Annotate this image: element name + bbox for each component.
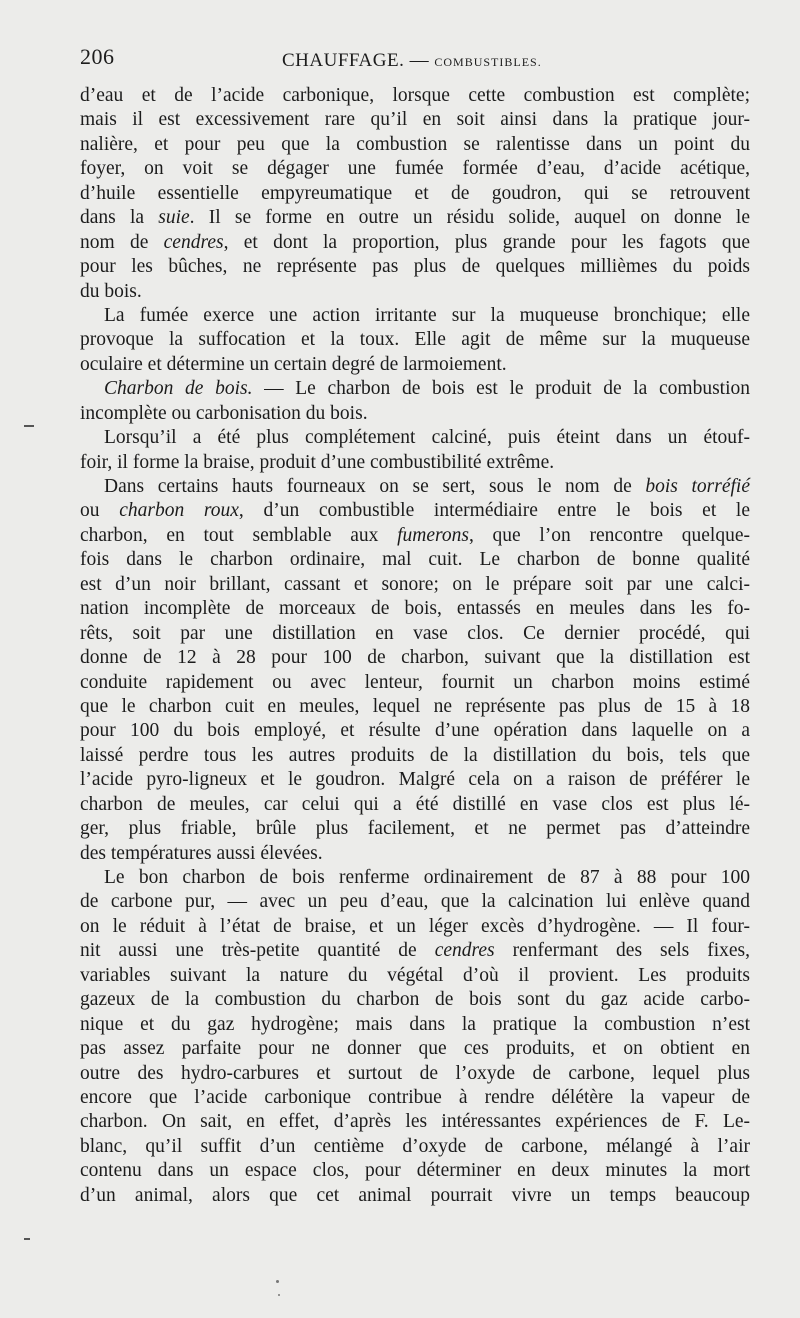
text-line: nom de cendres, et dont la proportion, plus grande pour les fagots que — [80, 231, 750, 253]
margin-mark — [24, 1238, 30, 1240]
text-line: d’huile essentielle empyreumatique et de goudron, qui se retrouvent — [80, 182, 750, 204]
text-line: encore que l’acide carbonique contribue à rendre délétère la vapeur de — [80, 1086, 750, 1108]
title-dash: — — [409, 50, 430, 71]
text-line: conduite rapidement ou avec lenteur, fournit un charbon moins estimé — [80, 671, 750, 693]
text-line: on le réduit à l’état de braise, et un léger excès d’hydrogène. — Il four- — [80, 915, 750, 937]
text-line: outre des hydro-carbures et surtout de l’oxyde de carbone, lequel plus — [80, 1062, 750, 1084]
margin-mark — [24, 425, 34, 427]
text-line: gazeux de la combustion du charbon de bois sont du gaz acide carbo- — [80, 989, 750, 1011]
text-line: du bois. — [80, 280, 142, 302]
text-line: charbon de meules, car celui qui a été distillé en vase clos est plus lé- — [80, 793, 750, 815]
text-line: de carbone pur, — avec un peu d’eau, que la calcination lui enlève quand — [80, 891, 750, 913]
text-line: des températures aussi élevées. — [80, 842, 323, 864]
text-line: pour les bûches, ne représente pas plus de quelques millièmes du poids — [80, 256, 750, 278]
text-line: oculaire et détermine un certain degré de larmoiement. — [80, 353, 507, 375]
running-title — [282, 50, 542, 72]
text-line: d’un animal, alors que cet animal pourrait vivre un temps beaucoup — [80, 1184, 750, 1206]
text-line: blanc, qu’il suffit d’un centième d’oxyde de carbone, mélangé à l’air — [80, 1135, 750, 1157]
text-line: Charbon de bois. — Le charbon de bois est le produit de la combustion — [104, 378, 750, 400]
running-header — [80, 44, 750, 76]
paper-speck — [278, 1294, 280, 1296]
body-text — [80, 84, 750, 1208]
text-line: donne de 12 à 28 pour 100 de charbon, suivant que la distillation est — [80, 647, 750, 669]
text-line: nalière, et pour peu que la combustion se ralentisse dans un point du — [80, 133, 750, 155]
text-line: d’eau et de l’acide carbonique, lorsque cette combustion est complète; — [80, 85, 750, 106]
text-line: ger, plus friable, brûle plus facilement, et ne permet pas d’atteindre — [80, 818, 750, 840]
text-line: dans la suie. Il se forme en outre un résidu solide, auquel on donne le — [80, 207, 750, 229]
text-line: ou charbon roux, d’un combustible intermédiaire entre le bois et le — [80, 500, 750, 522]
text-line: laissé perdre tous les autres produits de la distillation du bois, tels que — [80, 744, 750, 766]
text-line: mais il est excessivement rare qu’il en soit ainsi dans la pratique jour- — [80, 109, 750, 131]
text-line: foir, il forme la braise, produit d’une combustibilité extrême. — [80, 451, 555, 473]
text-line: Lorsqu’il a été plus complétement calciné, puis éteint dans un étouf- — [104, 427, 750, 449]
text-line: Le bon charbon de bois renferme ordinairement de 87 à 88 pour 100 — [104, 867, 750, 888]
text-line: pas assez parfaite pour ne donner que ces produits, et on obtient en — [80, 1038, 750, 1060]
text-line: Dans certains hauts fourneaux on se sert, sous le nom de bois torréfié — [104, 476, 750, 497]
text-line: fois dans le charbon ordinaire, mal cuit. Le charbon de bonne qualité — [80, 549, 750, 571]
text-line: variables suivant la nature du végétal d’où il provient. Les produits — [80, 964, 750, 986]
text-line: rêts, soit par une distillation en vase clos. Ce dernier procédé, qui — [80, 622, 750, 644]
text-line: nation incomplète de morceaux de bois, entassés en meules dans les fo- — [80, 598, 750, 620]
text-line: l’acide pyro-ligneux et le goudron. Malgré cela on a raison de préférer le — [80, 769, 750, 791]
text-line: pour 100 du bois employé, et résulte d’une opération dans laquelle on a — [80, 720, 750, 742]
text-line: charbon, en tout semblable aux fumerons, que l’on rencontre quelque- — [80, 524, 750, 546]
text-line: incomplète ou carbonisation du bois. — [80, 402, 368, 424]
text-line: charbon. On sait, en effet, d’après les intéressantes expériences de F. Le- — [80, 1111, 750, 1133]
section-title: COMBUSTIBLES. — [434, 55, 542, 69]
text-line: provoque la suffocation et la toux. Elle agit de même sur la muqueuse — [80, 329, 750, 351]
text-line: nit aussi une très-petite quantité de cendres renfermant des sels fixes, — [80, 940, 751, 962]
text-line: foyer, on voit se dégager une fumée formée d’eau, d’acide acétique, — [80, 158, 750, 180]
text-line: contenu dans un espace clos, pour déterminer en deux minutes la mort — [80, 1160, 750, 1182]
text-line: que le charbon cuit en meules, lequel ne représente pas plus de 15 à 18 — [80, 695, 750, 717]
text-line: est d’un noir brillant, cassant et sonore; on le prépare soit par une calci- — [80, 573, 750, 595]
text-line: La fumée exerce une action irritante sur la muqueuse bronchique; elle — [104, 304, 750, 326]
chapter-title: CHAUFFAGE. — [282, 50, 405, 71]
paper-speck — [276, 1280, 279, 1283]
text-line: nique et du gaz hydrogène; mais dans la pratique la combustion n’est — [80, 1013, 750, 1035]
page-number: 206 — [80, 44, 115, 69]
